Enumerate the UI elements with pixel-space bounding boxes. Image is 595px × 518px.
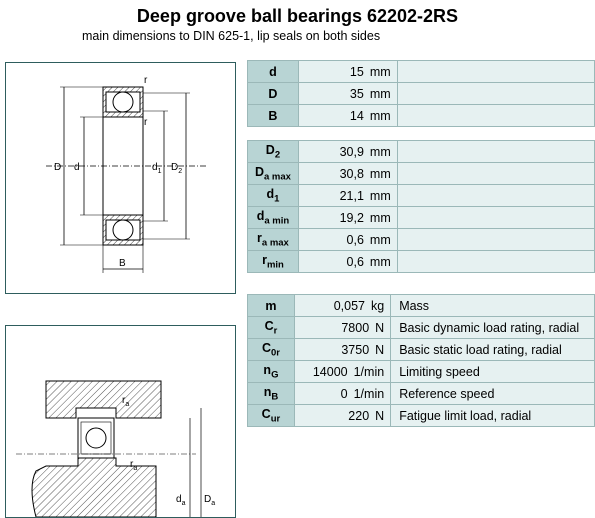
label-ra2: $r_a$	[130, 459, 138, 472]
empty-cell	[397, 185, 594, 207]
symbol-cell: $C_{ur}$	[248, 405, 295, 427]
value-cell: 35 mm	[298, 83, 397, 105]
table-row	[248, 61, 595, 83]
symbol-cell: $n_B$	[248, 383, 295, 405]
value-cell: 220 N	[294, 405, 390, 427]
label-B: B	[119, 258, 126, 269]
table-row	[248, 317, 595, 339]
label-ra1: $r_a$	[122, 395, 130, 408]
value-cell: 7800 N	[294, 317, 390, 339]
value-cell: 0,6 mm	[298, 251, 397, 273]
value-cell: 15 mm	[298, 61, 397, 83]
description-cell: Fatigue limit load, radial	[391, 405, 595, 427]
description-cell: Reference speed	[391, 383, 595, 405]
label-r1: r	[144, 75, 148, 86]
label-Da: $D_a$	[204, 494, 216, 507]
label-d: d	[74, 162, 80, 173]
value-cell: 19,2 mm	[298, 207, 397, 229]
symbol-cell: $C_{0r}$	[248, 339, 295, 361]
value-cell: 0,6 mm	[298, 229, 397, 251]
label-D: D	[54, 162, 62, 173]
symbol-cell: $D_2$	[248, 141, 299, 163]
description-cell: Basic dynamic load rating, radial	[391, 317, 595, 339]
symbol-cell: $r_{a max}$	[248, 229, 299, 251]
mounting-drawing	[5, 325, 236, 518]
abutment-dimensions-table	[247, 140, 595, 273]
value-cell: 3750 N	[294, 339, 390, 361]
description-cell: Basic static load rating, radial	[391, 339, 595, 361]
empty-cell	[397, 61, 594, 83]
table-row	[248, 141, 595, 163]
description-cell: Limiting speed	[391, 361, 595, 383]
value-cell: 0,057 kg	[294, 295, 390, 317]
value-cell: 14000 1/min	[294, 361, 390, 383]
table-row	[248, 105, 595, 127]
table-row	[248, 185, 595, 207]
value-cell: 30,9 mm	[298, 141, 397, 163]
table-row	[248, 229, 595, 251]
symbol-cell: $n_G$	[248, 361, 295, 383]
empty-cell	[397, 251, 594, 273]
table-row	[248, 295, 595, 317]
symbol-cell: B	[248, 105, 299, 127]
table-row	[248, 339, 595, 361]
label-D2: $D_2$	[171, 162, 183, 175]
value-cell: 21,1 mm	[298, 185, 397, 207]
table-row	[248, 405, 595, 427]
table-row	[248, 383, 595, 405]
table-row	[248, 83, 595, 105]
table-row	[248, 251, 595, 273]
table-row	[248, 207, 595, 229]
label-da: $d_a$	[176, 494, 186, 507]
symbol-cell: m	[248, 295, 295, 317]
empty-cell	[397, 207, 594, 229]
label-d1: $d_1$	[152, 162, 162, 175]
page-subtitle: main dimensions to DIN 625-1, lip seals on both sides	[82, 29, 381, 43]
symbol-cell: D	[248, 83, 299, 105]
value-cell: 0 1/min	[294, 383, 390, 405]
bearing-section-drawing	[5, 62, 236, 294]
empty-cell	[397, 141, 594, 163]
symbol-cell: $C_r$	[248, 317, 295, 339]
symbol-cell: $d_{a min}$	[248, 207, 299, 229]
description-cell: Mass	[391, 295, 595, 317]
table-row	[248, 361, 595, 383]
symbol-cell: $D_{a max}$	[248, 163, 299, 185]
symbol-cell: d	[248, 61, 299, 83]
empty-cell	[397, 83, 594, 105]
value-cell: 30,8 mm	[298, 163, 397, 185]
label-r2: r	[144, 117, 148, 128]
value-cell: 14 mm	[298, 105, 397, 127]
load-ratings-table	[247, 294, 595, 427]
page-title: Deep groove ball bearings 62202-2RS	[136, 6, 459, 26]
empty-cell	[397, 105, 594, 127]
symbol-cell: $d_1$	[248, 185, 299, 207]
empty-cell	[397, 229, 594, 251]
empty-cell	[397, 163, 594, 185]
table-row	[248, 163, 595, 185]
symbol-cell: $r_{min}$	[248, 251, 299, 273]
main-dimensions-table	[247, 60, 595, 127]
